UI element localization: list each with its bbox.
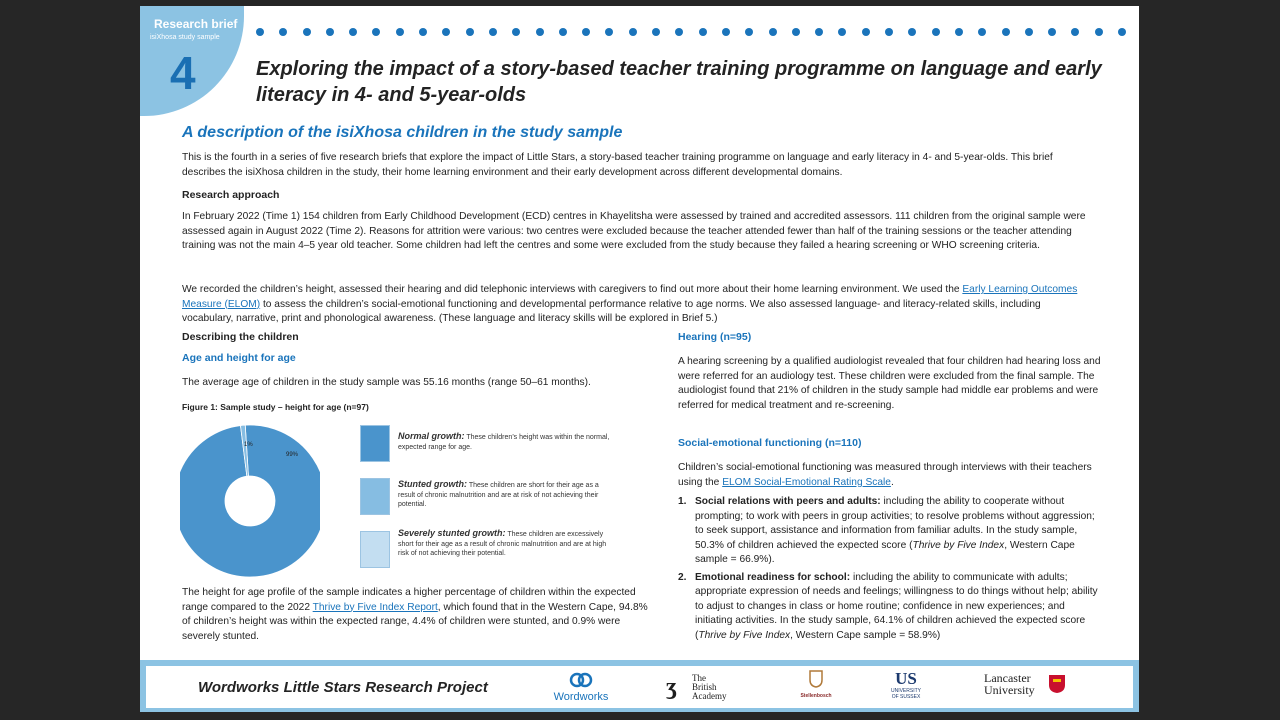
legend-severe-label: Severely stunted growth: <box>398 528 506 538</box>
divider-dot <box>512 28 520 36</box>
divider-dot <box>769 28 777 36</box>
social-text-b: . <box>890 476 894 488</box>
social-emotional-intro <box>678 461 1106 490</box>
legend-normal-desc: These children’s height was within the normal, expected range for age. <box>398 434 610 451</box>
divider-dot <box>699 28 707 36</box>
list-item-number: 2. <box>678 571 687 583</box>
divider-dot <box>838 28 846 36</box>
research-approach-paragraph: In February 2022 (Time 1) 154 children from Early Childhood Development (ECD) centres in Khayelitsha were assessed by trained and accredited assessors. 111 children from the original sample were assessed again in August 2022 (Time 2). Reasons for attrition were various: two centres were excluded because the teacher attended fewer than half of the training sessions or the teacher attending training was not the main 4–5 year old teacher. Some children had left the centres and some were excluded from the study because they failed a hearing screening or WHO screening criteria. <box>182 211 1086 251</box>
research-brief-page <box>140 6 1139 712</box>
wordworks-icon <box>568 672 594 688</box>
divider-dot <box>675 28 683 36</box>
list-item-text: including the ability to cooperate without prompting; to work with peers in group activities; to resolve problems without aggression; to seek support, assistance and information from familiar adults. In the study sample, 50.3% of children achieved the expected score ( <box>695 496 1095 551</box>
ba-line-3: Academy <box>692 691 727 701</box>
wordworks-text: Wordworks <box>553 691 609 703</box>
lancaster-text-1: Lancaster <box>984 671 1031 685</box>
divider-dot <box>559 28 567 36</box>
divider-dot <box>419 28 427 36</box>
height-text-b: , which found that in the Western Cape, 94.8% of children’s height was within the expected range, 4.4% of children were stunted, and 0.9% were severely stunted. <box>182 601 648 642</box>
stellenbosch-crest-icon <box>809 670 823 688</box>
divider-dot <box>303 28 311 36</box>
badge-title: Research brief <box>154 17 238 31</box>
footer-title: Wordworks Little Stars Research Project <box>198 679 488 696</box>
legend-severe <box>398 529 613 559</box>
methods-paragraph <box>182 283 1087 327</box>
divider-dot <box>536 28 544 36</box>
legend-swatch-normal <box>360 425 390 462</box>
elom-rating-scale-link[interactable]: ELOM Social-Emotional Rating Scale <box>722 476 891 488</box>
legend-stunted-label: Stunted growth: <box>398 479 467 489</box>
lancaster-logo <box>984 672 1035 696</box>
legend-stunted-desc: These children are short for their age as a result of chronic malnutrition and are at risk of not achieving their potential. <box>398 482 599 508</box>
divider-dot <box>1095 28 1103 36</box>
divider-dot <box>349 28 357 36</box>
legend-severe-desc: These children are excessively short for their age as a result of chronic malnutrition and are at high risk of not achieving their potential. <box>398 531 607 557</box>
divider-dot <box>1118 28 1126 36</box>
divider-dot <box>955 28 963 36</box>
divider-dot <box>932 28 940 36</box>
list-item-text: including the ability to communicate with adults; appropriate expression of needs and feelings; willingness to do things without help; ability to adjust to changes in class or home routine; confidence in new experiences; and initiating activities. In the study sample, 64.1% of children achieved the expected score ( <box>695 571 1098 641</box>
lancaster-text-2: University <box>984 683 1035 697</box>
divider-dot <box>442 28 450 36</box>
elom-link[interactable]: Early Learning Outcomes Measure (ELOM) <box>182 284 1078 310</box>
brief-badge <box>140 6 244 116</box>
social-emotional-list <box>678 495 1103 646</box>
divider-dot <box>582 28 590 36</box>
list-item-number: 1. <box>678 496 687 507</box>
sussex-text-2: OF SUSSEX <box>891 694 921 700</box>
age-height-subheading: Age and height for age <box>182 352 296 364</box>
divider-dot <box>652 28 660 36</box>
divider-dot <box>629 28 637 36</box>
stellenbosch-logo <box>786 670 846 699</box>
divider-dot <box>862 28 870 36</box>
legend-swatch-stunted <box>360 478 390 515</box>
ba-line-1: The <box>692 673 706 683</box>
research-approach-heading: Research approach <box>182 189 280 201</box>
hearing-text: A hearing screening by a qualified audiologist revealed that four children had hearing loss and were referred for an audiology test. These children were excluded from the final sample. The audiologist found that 21% of children in the study sample had middle ear problems and were referred for medical treatment and re-screening. <box>678 356 1101 411</box>
height-paragraph <box>182 586 652 644</box>
stellenbosch-text: Stellenbosch <box>800 693 832 699</box>
list-item-title: Emotional readiness for school: <box>695 571 851 583</box>
ba-line-2: British <box>692 682 717 692</box>
legend-stunted <box>398 480 613 510</box>
british-academy-text <box>692 674 752 701</box>
list-item <box>678 571 1103 644</box>
british-academy-mark-icon: ʒ <box>666 674 678 700</box>
divider-dot <box>1048 28 1056 36</box>
brief-number: 4 <box>170 47 196 99</box>
divider-dot <box>372 28 380 36</box>
divider-dot <box>1002 28 1010 36</box>
intro-paragraph: This is the fourth in a series of five research briefs that explore the impact of Little Stars, a story-based teacher training programme on language and early literacy in 4- and 5-year-olds. This brief describes the isiXhosa children in the study, their home learning environment and their early development across different developmental domains. <box>182 152 1053 178</box>
height-for-age-pie-chart <box>180 416 320 586</box>
divider-dot <box>326 28 334 36</box>
divider-dot <box>279 28 287 36</box>
page-title: Exploring the impact of a story-based teacher training programme on language and early literacy in 4- and 5-year-olds <box>256 58 1102 106</box>
divider-dot <box>908 28 916 36</box>
divider-dot <box>489 28 497 36</box>
divider-dot <box>396 28 404 36</box>
wordworks-logo <box>546 672 616 703</box>
hearing-heading: Hearing (n=95) <box>678 331 752 343</box>
divider-dot <box>256 28 264 36</box>
footer-panel <box>146 666 1133 708</box>
dotted-divider <box>256 28 1126 40</box>
list-item-title: Social relations with peers and adults: <box>695 496 881 507</box>
figure-title: Figure 1: Sample study – height for age (n=97) <box>182 402 369 412</box>
divider-dot <box>978 28 986 36</box>
height-text-a: The height for age profile of the sample indicates a higher percentage of children within the expected range compared to the 2022 <box>182 587 636 613</box>
list-item-end: , Western Cape sample = 58.9%) <box>790 629 941 641</box>
divider-dot <box>885 28 893 36</box>
legend-normal-label: Normal growth: <box>398 431 465 441</box>
divider-dot <box>605 28 613 36</box>
list-item-end: , Western Cape sample = 66.9%). <box>695 539 1075 565</box>
sussex-text-1: UNIVERSITY <box>890 688 921 694</box>
divider-dot <box>466 28 474 36</box>
social-text-a: Children’s social-emotional functioning was measured through interviews with their teachers using the <box>678 462 1092 488</box>
divider-dot <box>815 28 823 36</box>
legend-normal <box>398 432 613 452</box>
describing-heading: Describing the children <box>182 331 299 343</box>
divider-dot <box>745 28 753 36</box>
divider-dot <box>792 28 800 36</box>
legend-swatch-severe <box>360 531 390 568</box>
methods-text-a: We recorded the children’s height, assessed their hearing and did telephonic interviews with caregivers to find out more about their home learning environment. We used the <box>182 284 963 295</box>
list-item-source: Thrive by Five Index <box>912 539 1005 551</box>
social-emotional-heading: Social-emotional functioning (n=110) <box>678 437 862 449</box>
sussex-logo <box>876 670 936 700</box>
lancaster-crest-icon <box>1048 674 1066 694</box>
methods-text-b: to assess the children’s social-emotional functioning and developmental performance relative to age norms. We also assessed language- and literacy-related skills, including vocabulary, narrative, print and phonological awareness. (These language and literacy skills will be explored in Brief 5.) <box>182 298 1041 324</box>
divider-dot <box>1071 28 1079 36</box>
badge-subtitle: isiXhosa study sample <box>150 34 220 41</box>
divider-dot <box>722 28 730 36</box>
footer-bar <box>140 660 1139 712</box>
thrive-by-five-link[interactable]: Thrive by Five Index Report <box>312 601 438 613</box>
list-item-source: Thrive by Five Index <box>698 629 791 641</box>
sussex-mark: US <box>895 669 917 688</box>
divider-dot <box>1025 28 1033 36</box>
pie-label-stunted-growth: 1% <box>244 442 253 448</box>
list-item <box>678 495 1103 568</box>
pie-label-normal-growth: 99% <box>286 452 299 458</box>
age-text: The average age of children in the study sample was 55.16 months (range 50–61 months). <box>182 377 591 388</box>
section-title: A description of the isiXhosa children in the study sample <box>182 124 623 141</box>
